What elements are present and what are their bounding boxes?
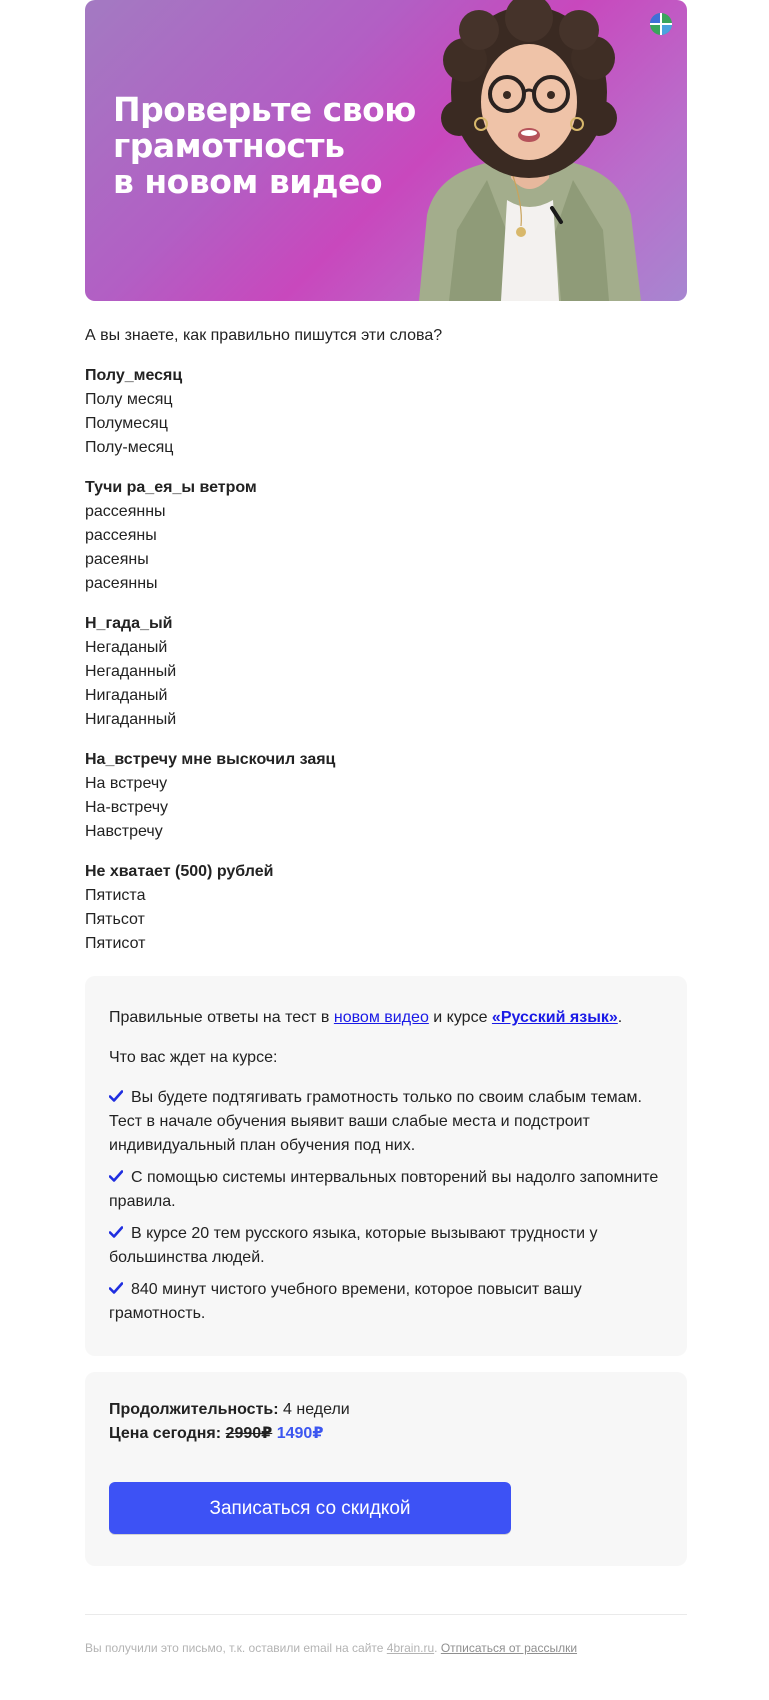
footer-text-before: Вы получили это письмо, т.к. оставили email на сайте [85,1641,387,1655]
quiz-option: Нигаданный [85,711,177,728]
new-price: 1490₽ [276,1425,324,1442]
checkmark-icon [109,1226,123,1238]
quiz-question-title: Тучи ра_ея_ы ветром [85,479,257,496]
benefit-text: В курсе 20 тем русского языка, которые вызывают трудности у большинства людей. [109,1225,598,1266]
quiz-option: Полу месяц [85,391,173,408]
course-info-card [85,976,687,1356]
answers-text [109,1006,663,1030]
duration-label: Продолжительность: [109,1401,279,1418]
answers-text-after: . [617,1009,623,1026]
quiz-option: Негаданый [85,639,168,656]
benefit-item [109,1222,663,1270]
checkmark-icon [109,1170,123,1182]
hero-title-line: грамотность [113,126,345,165]
quiz-option: Нигаданый [85,687,168,704]
quiz-question-title: Н_гада_ый [85,615,173,632]
quiz-question-2 [85,476,687,596]
quiz-option: Негаданный [85,663,177,680]
quiz-option: Полумесяц [85,415,168,432]
quiz-option: рассеянны [85,503,166,520]
hero-title [113,92,453,200]
price-row [109,1422,663,1446]
intro-text: А вы знаете, как правильно пишутся эти слова? [85,327,443,344]
unsubscribe-link[interactable]: Отписаться от рассылки [440,1641,578,1655]
hero-title-line: Проверьте свою [113,90,416,129]
quiz-question-4 [85,748,687,844]
answers-text-before: Правильные ответы на тест в [109,1009,334,1026]
quiz-option: Полу-месяц [85,439,174,456]
quiz-option: На встречу [85,775,168,792]
benefit-item [109,1166,663,1214]
checkmark-icon [109,1090,123,1102]
duration-row [109,1398,663,1422]
pricing-card [85,1372,687,1566]
benefit-text: 840 минут чистого учебного времени, которое повысит вашу грамотность. [109,1281,582,1322]
globe-logo-icon [649,12,673,36]
quiz-question-title: Не хватает (500) рублей [85,863,274,880]
email-container [85,0,687,1657]
hero-title-line: в новом видео [113,162,383,201]
course-link[interactable]: «Русский язык» [491,1009,618,1026]
answers-text-middle: и курсе [428,1009,492,1026]
benefit-text: Вы будете подтягивать грамотность только по своим слабым темам. Тест в начале обучения выявит ваши слабые места и подстроит индивидуальный план обучения под них. [109,1089,642,1154]
benefit-text: С помощью системы интервальных повторений вы надолго запомните правила. [109,1169,659,1210]
quiz-question-5 [85,860,687,956]
footer-text-middle: . [434,1641,441,1655]
checkmark-icon [109,1282,123,1294]
quiz-option: рассеяны [85,527,157,544]
hero-banner[interactable] [85,0,687,301]
quiz-question-1 [85,364,687,460]
woman-with-glasses-photo [409,0,649,301]
course-expect-title: Что вас ждет на курсе: [109,1049,278,1066]
site-link[interactable]: 4brain.ru [386,1641,435,1655]
price-label: Цена сегодня: [109,1425,222,1442]
quiz-question-3 [85,612,687,732]
quiz-option: Навстречу [85,823,163,840]
quiz-option: На-встречу [85,799,169,816]
quiz-option: Пятисот [85,935,146,952]
quiz-option: расеяны [85,551,149,568]
benefit-item [109,1278,663,1326]
quiz-option: расеянны [85,575,158,592]
enroll-discount-button[interactable]: Записаться со скидкой [109,1482,511,1534]
old-price: 2990₽ [225,1425,273,1442]
quiz-question-title: Полу_месяц [85,367,183,384]
email-footer [85,1639,687,1657]
duration-value: 4 недели [283,1401,350,1418]
benefit-item [109,1086,663,1158]
quiz-option: Пятиста [85,887,146,904]
quiz-question-title: На_встречу мне выскочил заяц [85,751,336,768]
quiz-option: Пятьсот [85,911,145,928]
new-video-link[interactable]: новом видео [333,1009,429,1026]
benefits-list [109,1086,663,1326]
footer-divider [85,1614,687,1615]
